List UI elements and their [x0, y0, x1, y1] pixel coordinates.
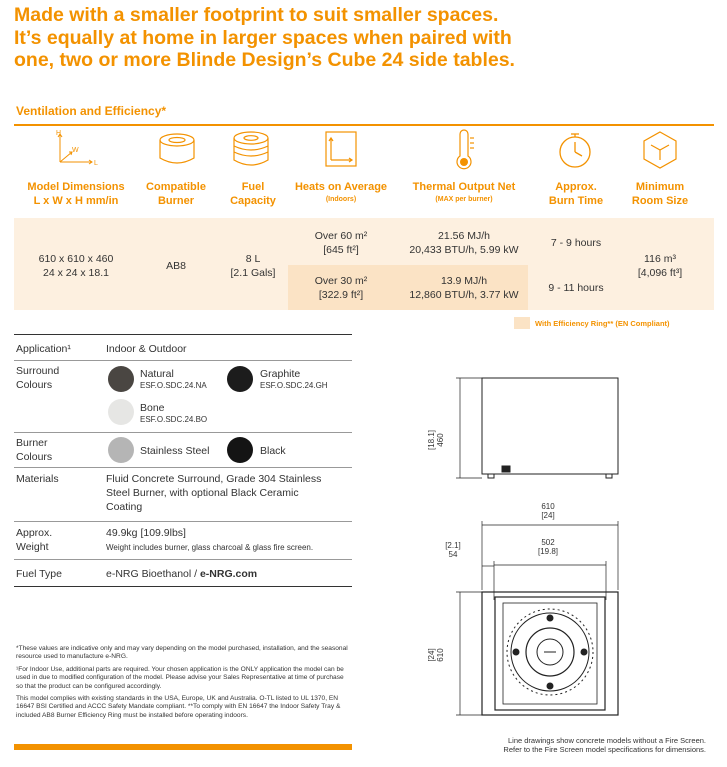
header-thermal-sub: (MAX per burner)	[435, 196, 493, 203]
axis-h-letter: H	[56, 130, 62, 137]
thermometer-icon	[444, 128, 484, 172]
swatch-natural-code: ESF.O.SDC.24.NA	[140, 381, 207, 390]
section-rule	[14, 124, 714, 126]
cell-fuel-gal: [2.1 Gals]	[230, 267, 276, 279]
plan-height-in: [24]	[427, 648, 436, 662]
header-burn	[540, 180, 612, 208]
header-heats-line-1: Heats on Average	[294, 181, 388, 193]
side-height-dimension	[456, 378, 482, 478]
footnote-1: *These values are indicative only and may vary depending on the model purchased, installation, and the seasonal resource used to manufacture e-NRG.	[16, 645, 348, 661]
cell-heats-b	[288, 274, 394, 302]
cell-thermal-b-btu: 12,860 BTU/h, 3.77 kW	[409, 289, 519, 301]
cell-model-mm: 610 x 610 x 460	[38, 253, 114, 265]
header-model-line-2: L x W x H mm/in	[33, 195, 119, 207]
header-model-line-1: Model Dimensions	[27, 181, 125, 193]
application-value: Indoor & Outdoor	[106, 343, 187, 355]
inner-width-mm: 502	[541, 538, 555, 547]
cell-thermal-b	[394, 274, 534, 302]
header-burner-line-1: Compatible	[146, 181, 206, 193]
plan-height-mm: 610	[436, 648, 445, 662]
materials-line-2: Steel Burner, with optional Black Ceramic	[106, 487, 299, 499]
weight-label-line-1: Approx.	[16, 527, 53, 539]
swatch-black-name: Black	[260, 445, 286, 457]
swatch-bone-code: ESF.O.SDC.24.BO	[140, 415, 208, 424]
drawing-note-line-1: Line drawings show concrete models without a Fire Screen.	[507, 736, 706, 745]
headline-line-3: one, two or more Blinde Design’s Cube 24 side tables.	[14, 49, 515, 71]
room-cube-icon	[638, 128, 682, 172]
cell-room-size	[620, 252, 700, 280]
axis-w-letter: W	[72, 147, 79, 154]
plan-width-label	[528, 502, 568, 520]
cell-fuel-l: 8 L	[245, 253, 261, 265]
inner-width-label	[528, 538, 568, 556]
weight-value: 49.9kg [109.9lbs]	[106, 527, 186, 539]
header-burn-line-2: Burn Time	[548, 195, 604, 207]
header-room-line-2: Room Size	[631, 195, 689, 207]
materials-line-1: Fluid Concrete Surround, Grade 304 Stainless	[106, 473, 322, 485]
cell-model-dimensions	[14, 252, 138, 280]
plan-width-dimensions	[482, 521, 618, 600]
cell-room-m3: 116 m³	[644, 253, 676, 265]
swatch-stainless-steel-name: Stainless Steel	[140, 445, 210, 457]
swatch-natural[interactable]	[108, 366, 134, 392]
side-height-label	[427, 420, 447, 460]
legend-swatch	[514, 317, 530, 329]
spec-divider	[14, 334, 352, 335]
weight-label-line-2: Weight	[16, 541, 49, 553]
footnote-3: This model complies with existing standards in the USA, Europe, UK and Australia. O-TL listed to UL 1370, EN 16647 BSI Certified and ACCC Safety Mandate compliant. **To comply with EN 16647 the Indoor Safety Tray & included AB8 Burner Efficiency Ring must be installed before operating indoors.	[16, 695, 341, 719]
fuel-canister-icon	[226, 128, 276, 172]
dimensions-axes-icon	[50, 128, 110, 172]
cell-heats-a-m2: Over 60 m²	[314, 230, 368, 242]
spec-divider	[14, 360, 352, 361]
header-fuel	[219, 180, 287, 208]
surround-label	[16, 364, 59, 392]
header-room	[620, 180, 700, 208]
cell-model-in: 24 x 24 x 18.1	[43, 267, 109, 279]
burner-colours-label-line-2: Colours	[16, 451, 53, 463]
cell-burn-a: 7 - 9 hours	[550, 237, 602, 249]
swatch-graphite-code: ESF.O.SDC.24.GH	[260, 381, 328, 390]
headline-line-2: It’s equally at home in larger spaces when paired with	[14, 26, 512, 49]
cell-thermal-a	[394, 229, 534, 257]
header-thermal-line-1: Thermal Output Net	[412, 181, 516, 193]
header-fuel-line-2: Capacity	[230, 195, 276, 207]
footer-bar	[14, 744, 352, 750]
fuel-type-text: e-NRG Bioethanol /	[106, 568, 200, 580]
application-label: Application¹	[16, 343, 71, 355]
fuel-type-value	[106, 567, 257, 581]
header-burner	[140, 180, 212, 208]
swatch-black[interactable]	[227, 437, 253, 463]
burner-colours-label-line-1: Burner	[16, 437, 48, 449]
offset-label	[440, 541, 466, 559]
swatch-stainless-steel[interactable]	[108, 437, 134, 463]
side-height-mm: 460	[436, 433, 445, 447]
plan-width-in: [24]	[541, 511, 555, 520]
footnote-2: ¹For Indoor Use, additional parts are required. Your chosen application is the ONLY application the model can be used in due to modified configuration of the model. Please advise your Sales Representative at time of purchase so that the product can be configured accordingly.	[16, 665, 344, 690]
swatch-bone[interactable]	[108, 399, 134, 425]
drawing-note-line-2: Refer to the Fire Screen model specifications for dimensions.	[503, 745, 706, 754]
plan-height-dimension	[456, 592, 482, 715]
headline-line-1: Made with a smaller footprint to suit smaller spaces.	[14, 4, 499, 26]
side-elevation	[482, 378, 618, 478]
headline	[14, 4, 714, 72]
cell-burner: AB8	[166, 260, 186, 272]
surround-label-line-2: Colours	[16, 379, 53, 391]
cell-heats-a-ft2: [645 ft²]	[323, 244, 359, 256]
plan-outer	[482, 592, 618, 715]
header-room-line-1: Minimum	[635, 181, 685, 193]
materials-line-3: Coating	[106, 501, 143, 513]
plan-width-mm: 610	[541, 502, 555, 511]
cell-room-ft3: [4,096 ft³]	[637, 267, 683, 279]
header-model	[14, 180, 138, 208]
surround-label-line-1: Surround	[16, 365, 60, 377]
swatch-natural-name: Natural	[140, 368, 174, 380]
drawing-note	[470, 736, 706, 754]
offset-mm: 54	[448, 550, 458, 559]
cell-thermal-a-btu: 20,433 BTU/h, 5.99 kW	[409, 244, 519, 256]
swatch-graphite[interactable]	[227, 366, 253, 392]
materials-value	[106, 472, 321, 514]
weight-note: Weight includes burner, glass charcoal & glass fire screen.	[106, 543, 314, 552]
cell-thermal-a-mj: 21.56 MJ/h	[438, 230, 490, 242]
spec-divider	[14, 586, 352, 587]
materials-label: Materials	[16, 473, 59, 485]
heat-area-icon	[316, 128, 366, 172]
footnotes	[16, 645, 352, 724]
burner-icon	[152, 128, 202, 172]
section-title: Ventilation and Efficiency*	[16, 104, 167, 118]
side-body	[482, 378, 618, 474]
swatch-graphite-name: Graphite	[260, 368, 301, 380]
cell-heats-a	[288, 229, 394, 257]
clock-icon	[553, 128, 597, 172]
weight-label	[16, 526, 52, 554]
header-heats	[288, 180, 394, 206]
cell-burn-b: 9 - 11 hours	[548, 282, 604, 294]
fuel-type-link[interactable]: e-NRG.com	[199, 568, 258, 580]
spec-divider	[14, 432, 352, 433]
axis-l-letter: L	[94, 160, 98, 167]
spec-divider	[14, 467, 352, 468]
header-burner-line-2: Burner	[157, 195, 195, 207]
burner-colours-label	[16, 436, 52, 464]
header-heats-sub: (Indoors)	[325, 196, 357, 203]
header-fuel-line-1: Fuel	[241, 181, 265, 193]
fuel-type-label: Fuel Type	[16, 568, 62, 580]
cell-heats-b-m2: Over 30 m²	[314, 275, 368, 287]
cell-heats-b-ft2: [322.9 ft²]	[318, 289, 364, 301]
spec-divider	[14, 521, 352, 522]
plan-view	[482, 592, 618, 715]
cell-thermal-b-mj: 13.9 MJ/h	[440, 275, 488, 287]
inner-width-in: [19.8]	[537, 547, 558, 556]
header-burn-line-1: Approx.	[555, 181, 597, 193]
legend-text: With Efficiency Ring** (EN Compliant)	[535, 319, 670, 328]
spec-divider	[14, 559, 352, 560]
cell-fuel	[219, 252, 287, 280]
header-thermal	[402, 180, 526, 206]
plan-height-label	[427, 635, 447, 675]
side-height-in: [18.1]	[427, 430, 436, 451]
offset-in: [2.1]	[445, 541, 461, 550]
swatch-bone-name: Bone	[140, 402, 165, 414]
